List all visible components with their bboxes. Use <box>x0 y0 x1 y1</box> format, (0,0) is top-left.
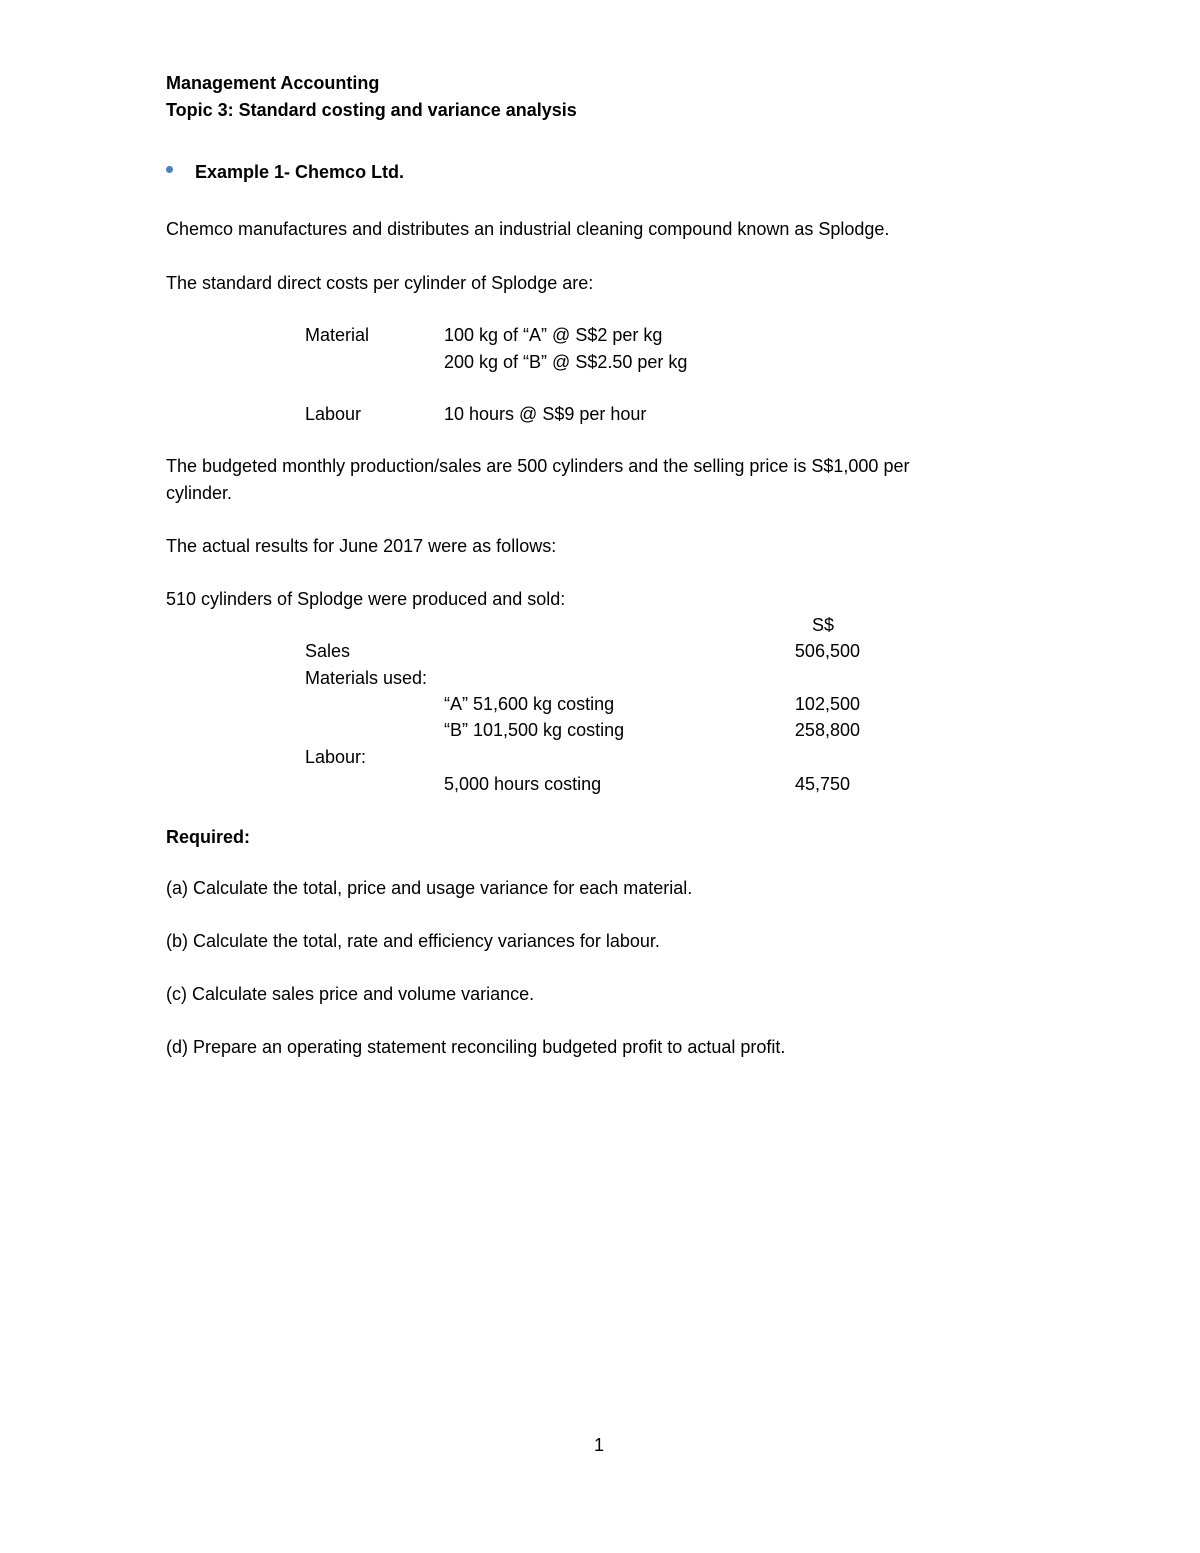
currency-header: S$ <box>812 615 835 635</box>
actual-results-intro: The actual results for June 2017 were as follows: <box>166 536 557 556</box>
material-a-cost: 100 kg of “A” @ S$2 per kg <box>444 325 663 345</box>
labour-label: Labour <box>305 404 362 424</box>
required-heading: Required: <box>166 827 251 847</box>
budget-line-2: cylinder. <box>166 483 233 503</box>
material-b-actual-label: “B” 101,500 kg costing <box>444 720 625 740</box>
labour-cost: 10 hours @ S$9 per hour <box>444 404 647 424</box>
produced-line: 510 cylinders of Splodge were produced and sold: <box>166 589 566 609</box>
example-title: Example 1- Chemco Ltd. <box>195 162 405 182</box>
question-a: (a) Calculate the total, price and usage variance for each material. <box>166 878 693 898</box>
question-c: (c) Calculate sales price and volume variance. <box>166 984 535 1004</box>
question-b: (b) Calculate the total, rate and efficiency variances for labour. <box>166 931 660 951</box>
question-d: (d) Prepare an operating statement reconciling budgeted profit to actual profit. <box>166 1037 786 1057</box>
budget-line-1: The budgeted monthly production/sales are 500 cylinders and the selling price is S$1,000 per <box>166 456 910 476</box>
material-a-actual-label: “A” 51,600 kg costing <box>444 694 615 714</box>
intro-paragraph: Chemco manufactures and distributes an industrial cleaning compound known as Splodge. <box>166 219 890 239</box>
labour-actual-label: Labour: <box>305 747 367 767</box>
standard-costs-intro: The standard direct costs per cylinder of Splodge are: <box>166 273 594 293</box>
material-a-actual-value: 102,500 <box>794 694 860 714</box>
materials-used-label: Materials used: <box>305 668 428 688</box>
hours-actual-value: 45,750 <box>794 774 850 794</box>
course-title: Management Accounting <box>166 73 380 93</box>
sales-label: Sales <box>305 641 351 661</box>
material-label: Material <box>305 325 370 345</box>
topic-title: Topic 3: Standard costing and variance analysis <box>166 100 577 120</box>
material-b-actual-value: 258,800 <box>794 720 860 740</box>
page-number: 1 <box>594 1435 605 1455</box>
hours-actual-label: 5,000 hours costing <box>444 774 602 794</box>
bullet-icon <box>166 166 173 173</box>
material-b-cost: 200 kg of “B” @ S$2.50 per kg <box>444 352 688 372</box>
sales-value: 506,500 <box>794 641 860 661</box>
